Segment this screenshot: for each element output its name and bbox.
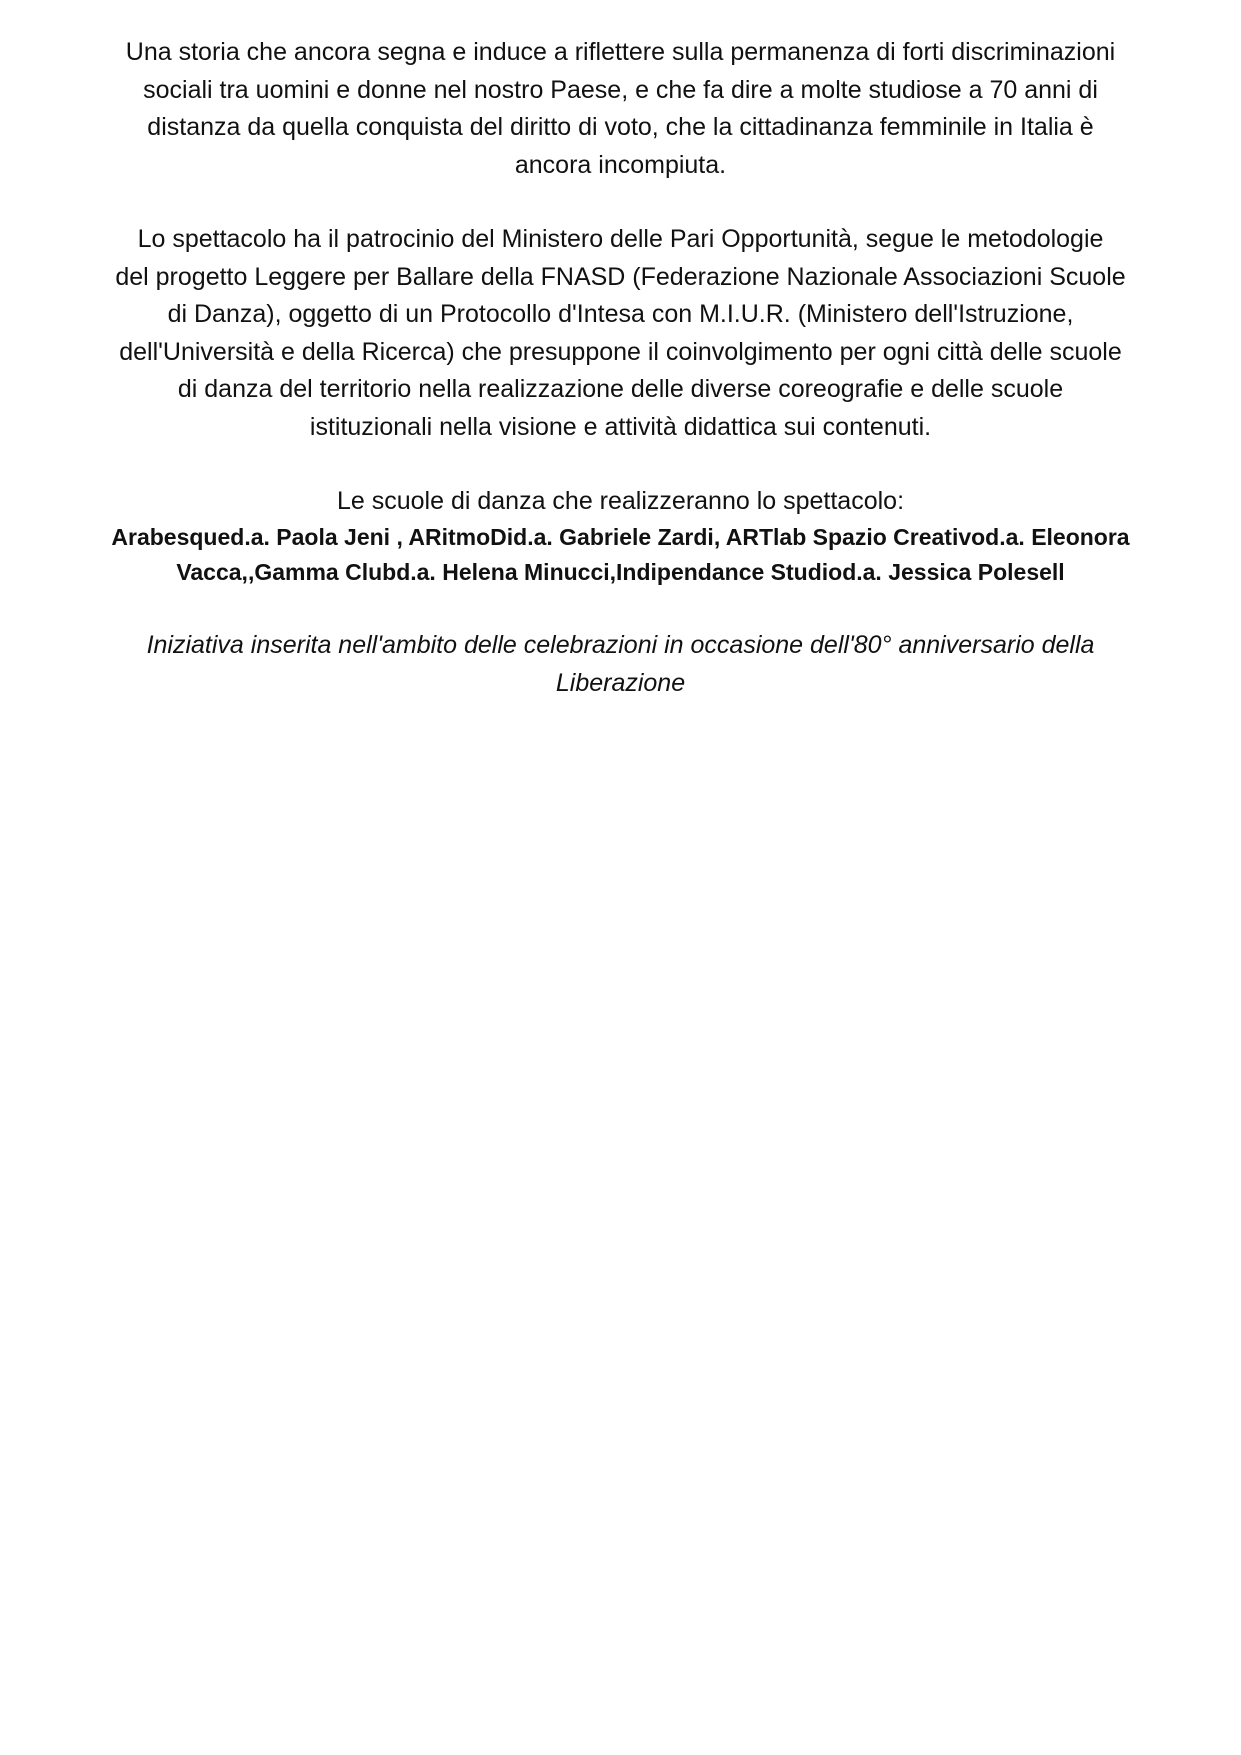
schools-list: Arabesqued.a. Paola Jeni , ARitmoDid.a. Gabriele Zardi, ARTlab Spazio Creativod.a. Eleonora Vacca,,Gamma Clubd.a. Helena Minucci,Indipendance Studiod.a. Jessica Polesell xyxy=(111,524,1130,585)
paragraph-spacer xyxy=(70,446,1171,483)
schools-intro: Le scuole di danza che realizzeranno lo spettacolo: xyxy=(336,487,905,515)
document-body xyxy=(70,34,1171,702)
paragraph-spacer xyxy=(70,184,1171,221)
anniversary-note: Iniziativa inserita nell'ambito delle celebrazioni in occasione dell'80° anniversario della Liberazione xyxy=(146,631,1095,697)
paragraph-spacer xyxy=(70,590,1171,627)
paragraph-history: Una storia che ancora segna e induce a riflettere sulla permanenza di forti discriminazioni sociali tra uomini e donne nel nostro Paese, e che fa dire a molte studiose a 70 anni di distanza da quella conquista del diritto di voto, che la cittadinanza femminile in Italia è ancora incompiuta. xyxy=(125,38,1116,179)
paragraph-patronage: Lo spettacolo ha il patrocinio del Ministero delle Pari Opportunità, segue le metodologie del progetto Leggere per Ballare della FNASD (Federazione Nazionale Associazioni Scuole di Danza), oggetto di un Protocollo d'Intesa con M.I.U.R. (Ministero dell'Istruzione, dell'Università e della Ricerca) che presuppone il coinvolgimento per ogni città delle scuole di danza del territorio nella realizzazione delle diverse coreografie e delle scuole istituzionali nella visione e attività didattica sui contenuti. xyxy=(115,225,1126,441)
